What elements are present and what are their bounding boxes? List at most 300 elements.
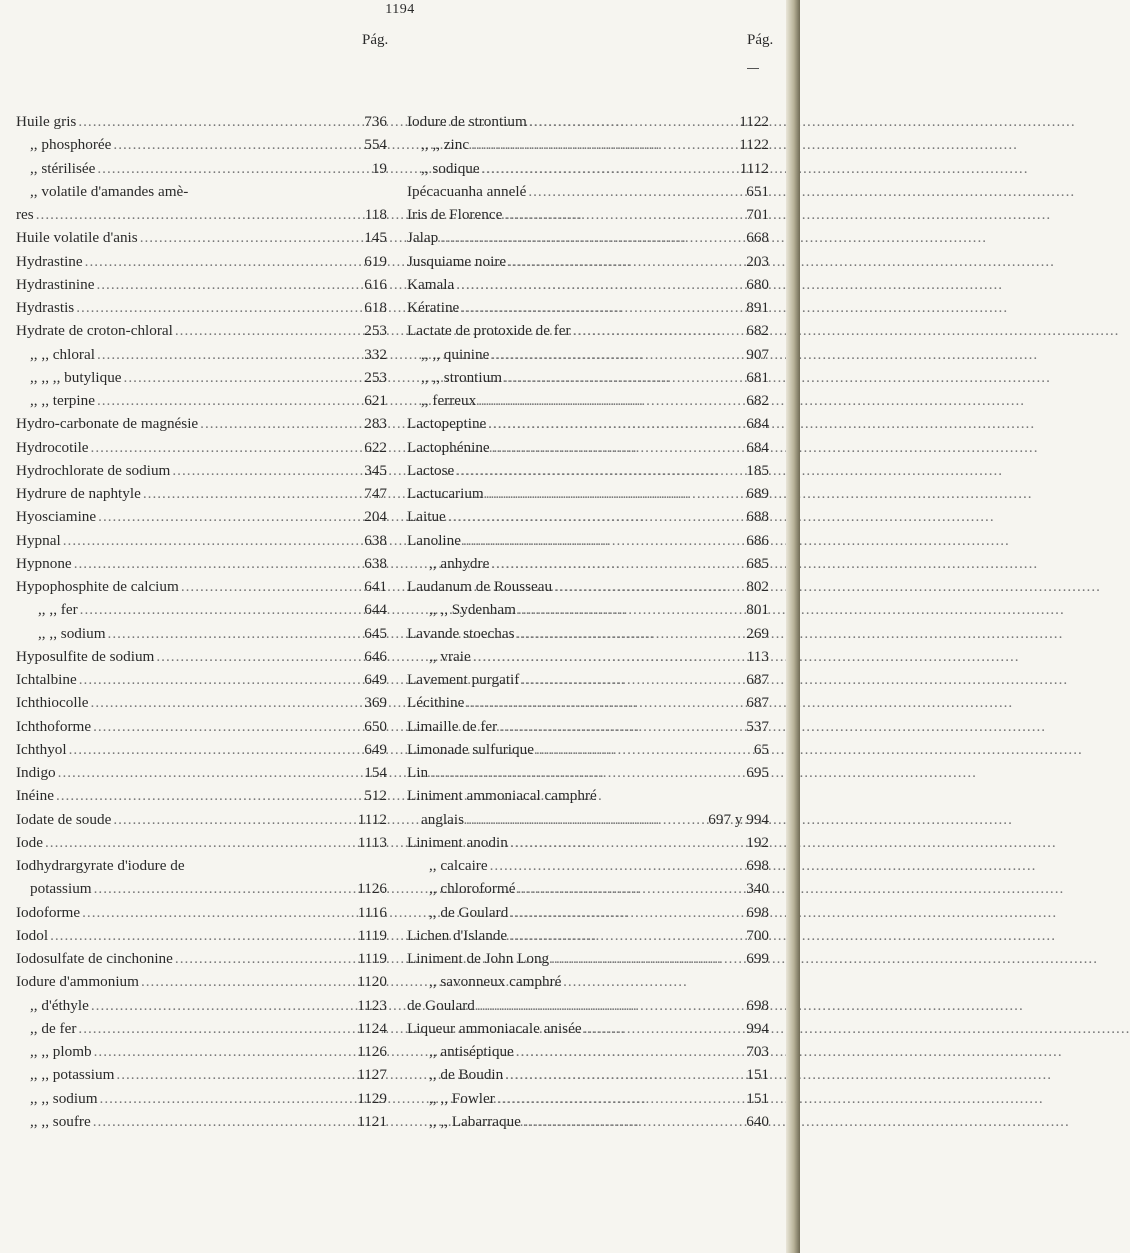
entry-label: Indigo — [16, 764, 56, 781]
entry-label: de Goulard — [407, 996, 475, 1014]
header-dash — [747, 68, 759, 69]
dot-leader — [473, 645, 741, 668]
index-entry — [407, 924, 769, 947]
dot-leader — [497, 1087, 741, 1110]
entry-label: Iodate de soude — [16, 810, 112, 828]
index-entry — [407, 157, 769, 180]
entry-page-number: 537 — [746, 717, 769, 735]
entry-label: ,, ,, Sydenham — [429, 601, 516, 619]
entry-page-number: 638 — [364, 531, 387, 549]
entry-label: Hyposulfite de sodium — [16, 647, 155, 665]
index-entry — [407, 552, 769, 575]
index-entry — [16, 994, 387, 1017]
dot-leader — [551, 947, 741, 970]
index-entry — [407, 296, 769, 319]
index-entry — [16, 203, 387, 226]
dot-leader — [58, 761, 359, 784]
dot-leader — [518, 598, 741, 621]
index-entry — [407, 691, 769, 714]
index-entry — [407, 110, 769, 133]
entry-label: ,, stérilisée — [30, 159, 96, 177]
index-entry — [407, 366, 769, 389]
entry-label: ,, ,, strontium — [421, 368, 503, 386]
index-entry — [16, 226, 387, 249]
entry-label: Iode — [16, 833, 43, 851]
entry-page-number: 699 — [746, 950, 769, 967]
index-entry — [407, 738, 769, 761]
index-entry — [407, 482, 769, 505]
entry-label: Jalap — [407, 229, 439, 247]
dot-leader — [461, 296, 741, 319]
entry-page-number: 645 — [364, 624, 387, 642]
entry-label: ,, ,, sodium — [30, 1089, 98, 1107]
dot-leader — [36, 203, 359, 226]
index-entry — [16, 133, 387, 156]
dot-leader — [430, 761, 741, 784]
column-header-left: Pág. — [362, 32, 389, 48]
entry-label: ,, anhydre — [429, 554, 490, 572]
dot-leader — [97, 157, 359, 180]
dot-leader — [456, 459, 741, 482]
dot-leader — [78, 110, 359, 133]
dot-leader — [124, 366, 359, 389]
entry-page-number: 736 — [364, 113, 387, 130]
dot-leader — [492, 436, 741, 459]
index-entry — [16, 319, 387, 342]
entry-page-number: 203 — [746, 252, 769, 270]
dot-leader — [478, 389, 741, 412]
index-entry — [407, 133, 769, 156]
entry-page-number: 698 — [746, 903, 769, 921]
entry-page-number: 682 — [746, 322, 769, 340]
dot-leader — [554, 575, 741, 598]
entry-page-number: 650 — [364, 717, 387, 735]
dot-leader — [91, 436, 359, 459]
index-entry — [16, 1040, 387, 1063]
entry-label: Ichthoforme — [16, 717, 92, 735]
index-entry — [16, 389, 387, 412]
entry-label: Ichtalbine — [16, 671, 77, 688]
entry-label: Laudanum de Rousseau — [407, 578, 553, 595]
dot-leader — [143, 482, 359, 505]
entry-label: ,, ,, soufre — [30, 1112, 91, 1130]
index-entry — [16, 691, 387, 714]
dot-leader — [523, 1110, 741, 1133]
index-entry — [16, 668, 387, 691]
dot-leader — [113, 133, 359, 156]
column-header-right: Pág. — [747, 32, 774, 48]
entry-label: ,, ,, Fowler — [429, 1089, 495, 1107]
entry-label: Hydrastis — [16, 299, 75, 316]
dot-leader — [116, 1063, 355, 1086]
index-entry — [16, 924, 387, 947]
entry-page-number: 1122 — [739, 113, 769, 130]
dot-leader — [490, 854, 741, 877]
entry-label: ,, ,, plomb — [30, 1043, 92, 1060]
index-entry — [407, 668, 769, 691]
entry-page-number: 698 — [746, 996, 769, 1014]
entry-page-number: 1126 — [357, 1043, 387, 1060]
index-entry — [407, 412, 769, 435]
index-entry — [16, 180, 387, 203]
dot-leader — [584, 1017, 741, 1040]
dot-leader — [113, 808, 355, 831]
dot-leader — [486, 482, 741, 505]
index-entry — [407, 715, 769, 738]
entry-label: Huile volatile d'anis — [16, 229, 138, 247]
entry-label: ,, calcaire — [429, 857, 488, 874]
entry-page-number: 253 — [364, 322, 387, 340]
entry-page-number: 622 — [364, 438, 387, 456]
index-entry — [16, 808, 387, 831]
entry-label: Lanoline — [407, 531, 461, 549]
index-entry — [407, 761, 769, 784]
index-entry — [407, 459, 769, 482]
index-entry — [407, 1087, 769, 1110]
entry-page-number: 649 — [364, 740, 387, 758]
index-entry — [16, 273, 387, 296]
entry-label: ,, de Goulard — [429, 903, 509, 921]
entry-label: ,, ,, quinine — [421, 345, 490, 363]
entry-page-number: 19 — [371, 159, 387, 177]
dot-leader — [466, 808, 706, 831]
entry-label: Jusquiame noire — [407, 252, 507, 270]
entry-label: Laitue — [407, 508, 446, 526]
entry-label: Ichthiocolle — [16, 694, 89, 712]
dot-leader — [508, 250, 741, 273]
dot-leader — [141, 970, 355, 993]
dot-leader — [509, 924, 741, 947]
dot-leader — [499, 715, 741, 738]
dot-leader — [108, 622, 359, 645]
entry-label: Lactophénine — [407, 438, 490, 456]
index-entry — [16, 622, 387, 645]
entry-page-number: 700 — [746, 926, 769, 944]
entry-page-number: 332 — [364, 345, 387, 363]
index-entry — [16, 412, 387, 435]
entry-page-number: 641 — [364, 578, 387, 595]
index-entry — [16, 366, 387, 389]
entry-label: Ipécacuanha annelé — [407, 182, 527, 200]
dot-leader — [521, 668, 741, 691]
index-entry — [16, 459, 387, 482]
index-entry — [16, 761, 387, 784]
entry-label: ,, de Boudin — [429, 1066, 504, 1084]
entry-label: Ichthyol — [16, 740, 67, 758]
index-entry — [407, 831, 769, 854]
index-entry — [407, 877, 769, 900]
entry-page-number: 907 — [746, 345, 769, 363]
index-column-left — [16, 110, 387, 1133]
entry-page-number: 1116 — [357, 903, 387, 921]
index-entry — [407, 273, 769, 296]
entry-page-number: 1120 — [357, 973, 387, 991]
entry-page-number: 1123 — [357, 996, 387, 1014]
index-entry — [16, 1110, 387, 1133]
entry-page-number: 644 — [364, 601, 387, 619]
entry-label: ,, savonneux camphré — [429, 973, 562, 991]
dot-leader — [82, 901, 356, 924]
index-entry — [16, 482, 387, 505]
entry-page-number: 113 — [746, 647, 769, 665]
dot-leader — [510, 901, 741, 924]
entry-page-number: 651 — [746, 182, 769, 200]
dot-leader — [456, 273, 741, 296]
index-entry — [407, 901, 769, 924]
entry-label: ,, ,, sodium — [38, 624, 106, 642]
dot-leader — [91, 691, 359, 714]
entry-page-number: 253 — [364, 368, 387, 386]
entry-page-number: 269 — [746, 624, 769, 642]
entry-page-number: 619 — [364, 252, 387, 270]
entry-label: Lactucarium — [407, 485, 484, 502]
entry-page-number: 369 — [364, 694, 387, 712]
entry-page-number: 682 — [746, 392, 769, 409]
entry-label: Iodoforme — [16, 903, 81, 921]
entry-page-number: 1112 — [739, 159, 769, 177]
entry-page-number: 154 — [364, 764, 387, 781]
entry-page-number: 118 — [364, 206, 387, 223]
entry-label: ,, vraie — [429, 647, 471, 665]
dot-leader — [448, 505, 741, 528]
index-entry — [16, 575, 387, 598]
entry-label: Iodure d'ammonium — [16, 973, 139, 991]
index-entry — [16, 552, 387, 575]
entry-page-number: 994 — [746, 1019, 769, 1037]
index-entry — [407, 505, 769, 528]
entry-label: Lactate de protoxide de fer — [407, 322, 571, 340]
index-entry — [407, 622, 769, 645]
entry-page-number: 145 — [364, 229, 387, 247]
entry-label: Iodol — [16, 926, 49, 944]
index-entry — [407, 226, 769, 249]
entry-page-number: 686 — [746, 531, 769, 549]
index-entry — [16, 877, 387, 900]
index-entry — [16, 529, 387, 552]
index-entry — [16, 1017, 387, 1040]
entry-label: Lécithine — [407, 694, 465, 712]
entry-page-number: 1112 — [357, 810, 387, 828]
entry-page-number: 681 — [746, 368, 769, 386]
entry-label: Liniment anodin — [407, 833, 508, 851]
index-entry — [16, 343, 387, 366]
dot-leader — [504, 366, 741, 389]
index-entry — [407, 970, 769, 993]
index-entry — [407, 1017, 769, 1040]
entry-label: Liqueur ammoniacale anisée — [407, 1019, 582, 1037]
entry-label: Hydrastinine — [16, 275, 95, 293]
dot-leader — [477, 994, 741, 1017]
dot-leader — [172, 459, 359, 482]
index-entry — [407, 994, 769, 1017]
dot-leader — [97, 343, 359, 366]
dot-leader — [100, 1087, 356, 1110]
entry-page-number: 747 — [364, 485, 387, 502]
entry-page-number: 687 — [746, 671, 769, 688]
dot-leader — [79, 668, 359, 691]
index-entry — [407, 1040, 769, 1063]
dot-leader — [482, 157, 738, 180]
entry-page-number: 685 — [746, 554, 769, 572]
index-entry — [407, 319, 769, 342]
entry-label: Lavande stoechas — [407, 624, 515, 642]
dot-leader — [69, 738, 359, 761]
dot-leader — [491, 343, 741, 366]
entry-page-number: 554 — [364, 136, 387, 154]
dot-leader — [94, 1040, 356, 1063]
dot-leader — [488, 412, 741, 435]
entry-page-number: 151 — [746, 1089, 769, 1107]
dot-leader — [80, 598, 359, 621]
dot-leader — [536, 738, 741, 761]
index-entry — [407, 1110, 769, 1133]
index-entry — [407, 180, 769, 203]
entry-label: Hydrate de croton-chloral — [16, 322, 173, 340]
index-entry — [16, 250, 387, 273]
dot-leader — [573, 319, 741, 342]
index-entry — [16, 947, 387, 970]
entry-label: ,, phosphorée — [30, 136, 112, 154]
entry-page-number: 618 — [364, 299, 387, 316]
dot-leader — [74, 552, 359, 575]
entry-label: Hydrastine — [16, 252, 83, 270]
index-entry — [407, 529, 769, 552]
entry-page-number: 703 — [746, 1043, 769, 1060]
entry-page-number: 646 — [364, 647, 387, 665]
dot-leader — [56, 784, 359, 807]
entry-page-number: 283 — [364, 415, 387, 433]
index-entry — [407, 947, 769, 970]
index-entry — [407, 854, 769, 877]
entry-page-number: 512 — [364, 787, 387, 805]
entry-page-number: 204 — [364, 508, 387, 526]
entry-label: Liniment ammoniacal camphré — [407, 787, 597, 805]
entry-page-number: 1129 — [357, 1089, 387, 1107]
dot-leader — [505, 1063, 741, 1086]
entry-page-number: 802 — [746, 578, 769, 595]
entry-page-number: 687 — [746, 694, 769, 712]
index-entry — [16, 157, 387, 180]
entry-label: res — [16, 206, 34, 223]
entry-page-number: 698 — [746, 857, 769, 874]
index-entry — [16, 715, 387, 738]
index-entry — [16, 645, 387, 668]
entry-label: Hypnone — [16, 554, 72, 572]
dot-leader — [200, 412, 359, 435]
entry-page-number: 680 — [746, 275, 769, 293]
entry-label: potassium — [30, 880, 92, 898]
dot-leader — [78, 1017, 355, 1040]
entry-page-number: 640 — [746, 1112, 769, 1130]
entry-page-number: 701 — [746, 206, 769, 223]
entry-label: ,, ,, zinc — [421, 136, 470, 154]
entry-page-number: 151 — [746, 1066, 769, 1084]
index-entry — [16, 901, 387, 924]
entry-page-number: 340 — [746, 880, 769, 898]
dot-leader — [528, 180, 741, 203]
entry-page-number: 688 — [746, 508, 769, 526]
entry-label: Lichen d'Islande — [407, 926, 508, 944]
entry-label: Hydro-carbonate de magnésie — [16, 415, 199, 433]
entry-label: Hyosciamine — [16, 508, 97, 526]
dot-leader — [491, 552, 741, 575]
index-entry — [16, 436, 387, 459]
dot-leader — [516, 1040, 741, 1063]
entry-label: Hydrocotile — [16, 438, 89, 456]
entry-page-number: 1113 — [357, 833, 387, 851]
index-entry — [16, 110, 387, 133]
page-number: 1194 — [385, 2, 415, 17]
entry-label: Lactose — [407, 461, 455, 479]
entry-page-number: 684 — [746, 415, 769, 433]
dot-leader — [440, 226, 741, 249]
entry-page-number: 668 — [746, 229, 769, 247]
entry-page-number: 801 — [746, 601, 769, 619]
entry-label: Hypophosphite de calcium — [16, 578, 179, 595]
entry-label: ,, chloroformé — [429, 880, 516, 898]
dot-leader — [510, 831, 741, 854]
dot-leader — [517, 622, 741, 645]
entry-label: Iodhydrargyrate d'iodure de — [16, 857, 185, 874]
entry-page-number: 65 — [753, 740, 769, 758]
dot-leader — [45, 831, 356, 854]
entry-label: Kamala — [407, 275, 455, 293]
index-entry — [407, 203, 769, 226]
entry-label: ,, antiséptique — [429, 1043, 514, 1060]
index-entry — [16, 854, 387, 877]
index-entry — [16, 598, 387, 621]
entry-label: ,, d'éthyle — [30, 996, 89, 1014]
index-entry — [407, 1063, 769, 1086]
entry-label: Huile gris — [16, 113, 77, 130]
entry-page-number: 649 — [364, 671, 387, 688]
entry-page-number: 638 — [364, 554, 387, 572]
dot-leader — [94, 877, 356, 900]
index-column-right — [407, 110, 769, 1133]
entry-label: ,, ferreux — [421, 392, 477, 409]
dot-leader — [63, 529, 359, 552]
dot-leader — [96, 273, 359, 296]
dot-leader — [76, 296, 359, 319]
entry-page-number: 1119 — [357, 926, 387, 944]
entry-label: anglais — [421, 810, 465, 828]
entry-label: Limonade sulfurique — [407, 740, 534, 758]
dot-leader — [517, 877, 741, 900]
index-entry — [407, 343, 769, 366]
entry-page-number: 695 — [746, 764, 769, 781]
entry-page-number: 891 — [746, 299, 769, 316]
page-edge-shadow — [786, 0, 800, 1253]
index-entry — [16, 296, 387, 319]
index-entry — [407, 575, 769, 598]
entry-page-number: 192 — [746, 833, 769, 851]
index-entry — [16, 970, 387, 993]
dot-leader — [98, 505, 359, 528]
dot-leader — [504, 203, 741, 226]
index-entry — [16, 505, 387, 528]
entry-page-number: 689 — [746, 485, 769, 502]
entry-page-number: 1127 — [357, 1066, 387, 1084]
dot-leader — [85, 250, 359, 273]
entry-page-number: 1119 — [357, 950, 387, 967]
entry-label: Kératine — [407, 299, 460, 316]
entry-label: Lin — [407, 764, 429, 781]
entry-page-number: 697 y 994 — [708, 810, 769, 828]
index-entry — [16, 784, 387, 807]
index-entry — [407, 389, 769, 412]
dot-leader — [97, 389, 359, 412]
entry-label: Hydrure de naphtyle — [16, 485, 141, 502]
